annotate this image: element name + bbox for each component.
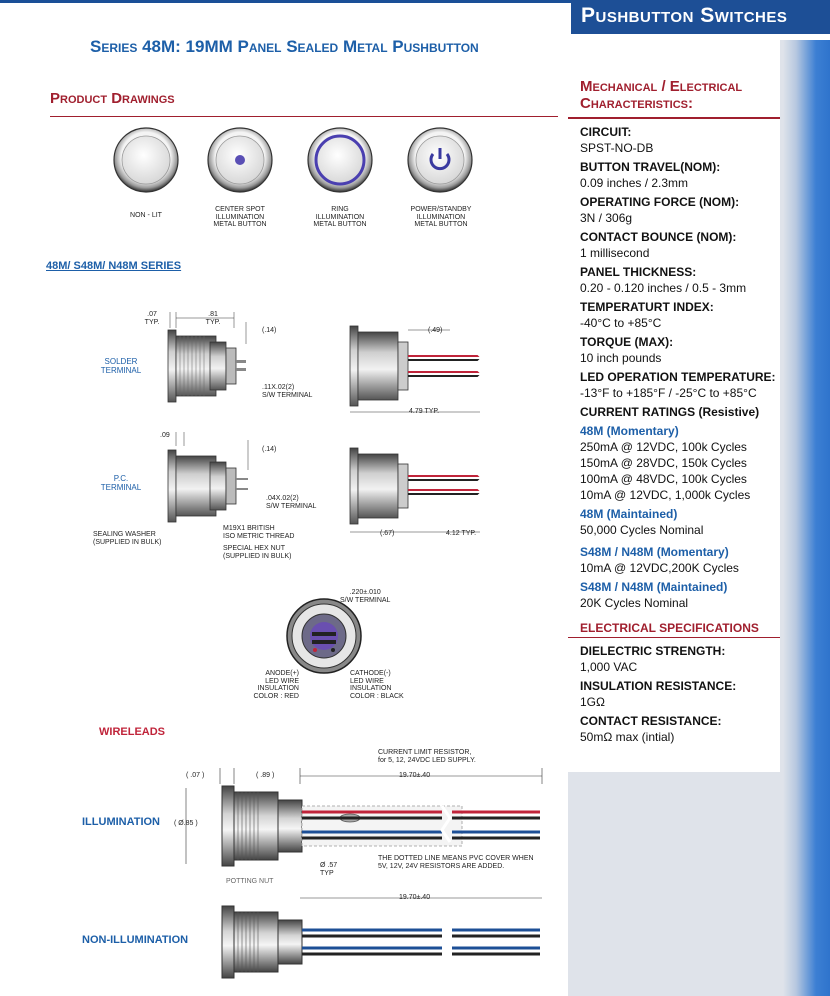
spec-value: 1GΩ (580, 695, 605, 709)
dim-label: (.49) (428, 327, 443, 334)
solder-terminal-label: SOLDER TERMINAL (100, 357, 142, 375)
rating-value: 100mA @ 48VDC, 100k Cycles (580, 472, 747, 486)
spec-item (580, 678, 778, 710)
rear-view-drawing (284, 596, 366, 676)
spec-value: 0.20 - 0.120 inches / 0.5 - 3mm (580, 281, 747, 295)
spec-item (580, 159, 778, 191)
spec-item (580, 334, 778, 366)
rating-value: 150mA @ 28VDC, 150k Cycles (580, 456, 747, 470)
m48-maintained-label: 48M (Maintained) (580, 507, 678, 521)
drawings-title: Product Drawings (50, 90, 175, 107)
dim-label: Ø .57 TYP (320, 862, 338, 877)
button-label: NON - LIT (130, 212, 162, 219)
thread-note: M19X1 BRITISH ISO METRIC THREAD (223, 525, 295, 540)
series-link[interactable]: 48M/ S48M/ N48M SERIES (46, 260, 182, 272)
spec-value: 50mΩ max (intial) (580, 730, 675, 744)
spec-label: TEMPERATURT INDEX: (580, 300, 714, 314)
spec-title: Mechanical / Electrical Characteristics: (580, 78, 743, 112)
electrical-list (580, 643, 778, 748)
spec-value: 1,000 VAC (580, 660, 638, 674)
button-label: CENTER SPOT ILLUMINATION METAL BUTTON (213, 206, 267, 228)
dim-label: (.67) (380, 530, 395, 537)
cathode-note: CATHODE(-) LED WIRE INSULATION COLOR : BLACK (350, 670, 404, 700)
spec-item (580, 643, 778, 675)
dim-label: 19.70±.40 (399, 772, 431, 779)
spec-label: PANEL THICKNESS: (580, 265, 697, 279)
dim-label: (.14) (262, 327, 277, 334)
pvc-note: THE DOTTED LINE MEANS PVC COVER WHEN 5V, 12V, 24V RESISTORS ARE ADDED. (378, 855, 534, 870)
dim-label: .11X.02(2) S/W TERMINAL (262, 384, 313, 399)
rating-value: 50,000 Cycles Nominal (580, 523, 704, 537)
button-label: POWER/STANDBY ILLUMINATION METAL BUTTON (410, 206, 472, 228)
pc-switch-icon (168, 432, 248, 522)
series-title: Series 48M: 19MM Panel Sealed Metal Pushbutton (90, 37, 479, 56)
button-label: RING ILLUMINATION METAL BUTTON (313, 206, 367, 228)
rating-value: 20K Cycles Nominal (580, 596, 689, 610)
spec-label: INSULATION RESISTANCE: (580, 679, 737, 693)
spec-item (580, 369, 778, 401)
pc-terminal-label: P.C. TERMINAL (100, 474, 142, 492)
resistor-note: CURRENT LIMIT RESISTOR, for 5, 12, 24VDC LED SUPPLY. (378, 749, 476, 764)
wireleads-drawing (180, 760, 560, 990)
spec-value: SPST-NO-DB (580, 141, 654, 155)
center-spot-button-icon (208, 128, 272, 192)
illumination-switch-icon (222, 786, 540, 866)
rating-value: 10mA @ 12VDC,200K Cycles (580, 561, 739, 575)
spec-item (580, 194, 778, 226)
dim-label: .09 (160, 432, 170, 439)
spec-label: CIRCUIT: (580, 125, 632, 139)
spec-item (580, 713, 778, 745)
spec-value: -40°C to +85°C (580, 316, 662, 330)
spec-label: CONTACT RESISTANCE: (580, 714, 722, 728)
dim-label: 4.12 TYP. (446, 530, 477, 537)
s48-momentary-label: S48M / N48M (Momentary) (580, 545, 729, 559)
non-illumination-switch-icon (222, 898, 542, 978)
spec-value: 1 millisecond (580, 246, 650, 260)
spec-value: -13°F to +185°F / -25°C to +85°C (580, 386, 757, 400)
spec-item (580, 124, 778, 156)
dim-label: ( .89 ) (256, 772, 275, 779)
electrical-rule (568, 637, 780, 638)
wireleads-title: WIRELEADS (99, 726, 165, 738)
side-view-drawing (140, 300, 520, 560)
sealing-washer-note: SEALING WASHER (SUPPLIED IN BULK) (93, 531, 162, 546)
dim-label: 19.70±.40 (399, 894, 431, 901)
hex-nut-note: SPECIAL HEX NUT (SUPPLIED IN BULK) (223, 545, 292, 560)
spec-label: OPERATING FORCE (NOM): (580, 195, 740, 209)
header-tab: Pushbutton Switches (571, 0, 830, 34)
spec-label: DIELECTRIC STRENGTH: (580, 644, 726, 658)
anode-note: ANODE(+) LED WIRE INSULATION COLOR : RED (253, 670, 299, 700)
wired-switch-icon (350, 448, 482, 532)
rating-value: 250mA @ 12VDC, 100k Cycles (580, 440, 747, 454)
top-rule (0, 0, 575, 3)
header-line (571, 34, 830, 36)
current-ratings (580, 404, 778, 611)
m48-momentary-label: 48M (Momentary) (580, 424, 679, 438)
spec-label: LED OPERATION TEMPERATURE: (580, 370, 776, 384)
electrical-title: ELECTRICAL SPECIFICATIONS (580, 621, 759, 635)
spec-item (580, 299, 778, 331)
potting-nut-label: POTTING NUT (226, 878, 274, 885)
dim-label: 4.79 TYP. (409, 408, 440, 415)
button-faces-drawing (100, 126, 490, 200)
spec-label: TORQUE (MAX): (580, 335, 674, 349)
power-standby-button-icon (408, 128, 472, 192)
spec-value: 3N / 306g (580, 211, 633, 225)
s48-maintained-label: S48M / N48M (Maintained) (580, 580, 728, 594)
dim-label: (.14) (262, 446, 277, 453)
spec-item (580, 264, 778, 296)
spec-item (580, 229, 778, 261)
dim-label: ( Ø.85 ) (174, 820, 198, 827)
drawings-rule (50, 116, 558, 117)
dim-label: .04X.02(2) S/W TERMINAL (266, 495, 317, 510)
ring-button-icon (308, 128, 372, 192)
spec-label: BUTTON TRAVEL(NOM): (580, 160, 721, 174)
wired-switch-icon (350, 326, 482, 412)
dim-label: .07 TYP. (144, 311, 160, 326)
spec-rule (568, 117, 780, 119)
spec-label: CONTACT BOUNCE (NOM): (580, 230, 737, 244)
dim-label: .81 TYP. (205, 311, 221, 326)
rating-value: 10mA @ 12VDC, 1,000k Cycles (580, 488, 751, 502)
spec-value: 10 inch pounds (580, 351, 662, 365)
dim-label: ( .07 ) (186, 772, 205, 779)
non-lit-button-icon (114, 128, 178, 192)
spec-value: 0.09 inches / 2.3mm (580, 176, 689, 190)
non-illumination-label: NON-ILLUMINATION (82, 934, 189, 946)
current-ratings-title: CURRENT RATINGS (Resistive) (580, 405, 760, 419)
spec-list (580, 124, 778, 614)
illumination-label: ILLUMINATION (82, 816, 161, 828)
dim-label: .220±.010 S/W TERMINAL (340, 589, 391, 604)
